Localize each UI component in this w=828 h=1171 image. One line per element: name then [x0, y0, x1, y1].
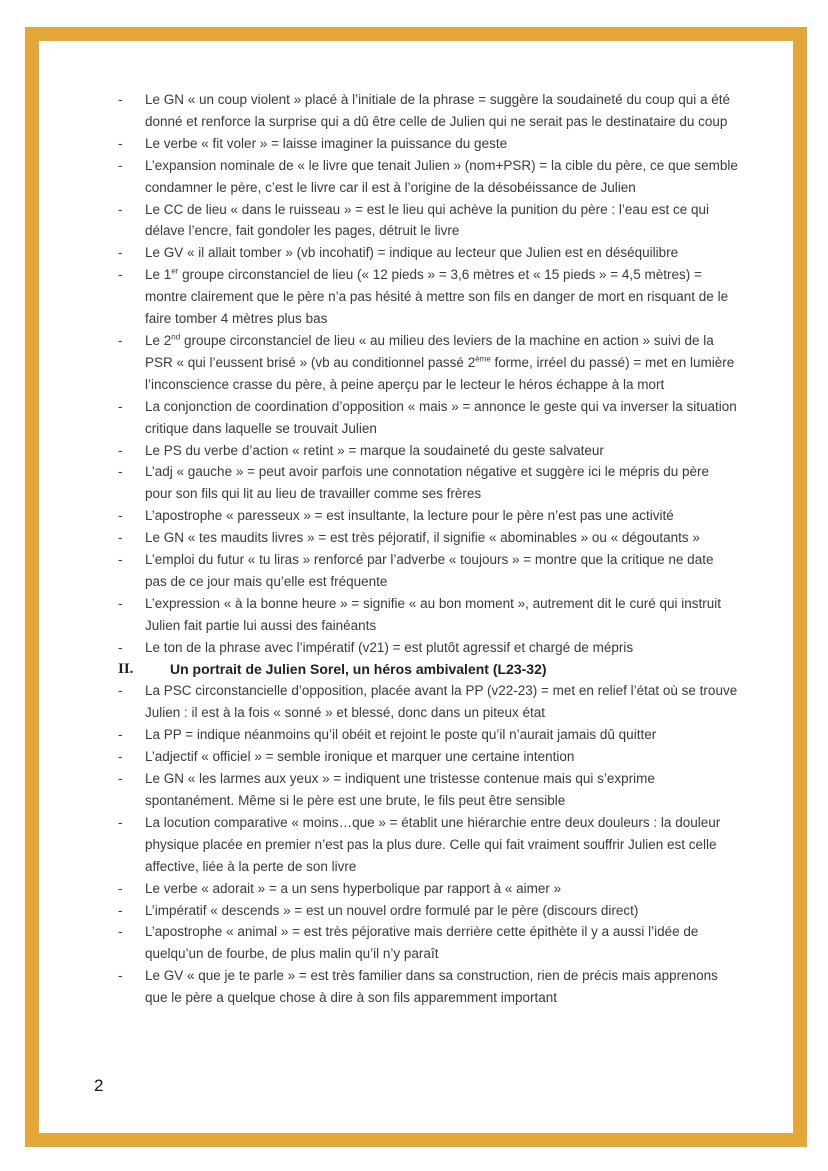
- text-run: Le verbe « adorait » = a un sens hyperbolique par rapport à « aimer »: [145, 880, 562, 896]
- list-item-text: [145, 881, 561, 896]
- bullet-dash: -: [118, 814, 123, 830]
- bullet-dash: -: [118, 508, 123, 524]
- list-item: [118, 965, 738, 1009]
- list-item-text: [145, 508, 674, 523]
- bullet-dash: -: [118, 880, 123, 896]
- text-run: Le verbe « fit voler » = laisse imaginer la puissance du geste: [145, 135, 508, 151]
- text-run: L’expansion nominale de « le livre que tenait Julien » (nom+PSR) = la cible du père, ce que semble condamner le père, c’est le livre car il est à l’origine de la désobéissance de Julien: [145, 157, 738, 195]
- text-run: La conjonction de coordination d’opposition « mais » = annonce le geste qui va inverser la situation critique dans laquelle se trouvait Julien: [145, 398, 737, 436]
- list-item-text: [145, 903, 638, 918]
- text-run: groupe circonstanciel de lieu « au milieu des leviers de la machine en action » suivi de la PSR « qui l’eussent brisé » (vb au conditionnel passé 2: [145, 332, 714, 370]
- text-run: Le ton de la phrase avec l’impératif (v21) = est plutôt agressif et chargé de mépris: [145, 639, 634, 655]
- bullet-dash: -: [118, 267, 123, 283]
- list-item-text: [145, 92, 730, 129]
- superscript: nd: [171, 332, 181, 342]
- text-run: La PP = indique néanmoins qu’il obéit et rejoint le poste qu’il n’aurait jamais dû quitter: [145, 727, 657, 743]
- list-item-text: [145, 968, 718, 1005]
- bullet-dash: -: [118, 771, 123, 787]
- section1-list: [118, 89, 738, 659]
- list-item: [118, 396, 738, 440]
- page-content: [118, 89, 738, 1009]
- list-item: [118, 593, 738, 637]
- list-item-text: [145, 399, 737, 436]
- list-item-text: [145, 464, 709, 501]
- list-item: [118, 133, 738, 155]
- text-run: L’apostrophe « animal » = est très péjorative mais derrière cette épithète il y a aussi l’idée de quelqu’un de fourbe, de plus malin qu’il n’y paraît: [145, 924, 699, 962]
- list-item-text: [145, 815, 720, 874]
- list-item: [118, 264, 738, 330]
- list-item: [118, 242, 738, 264]
- superscript: ème: [475, 354, 491, 364]
- bullet-dash: -: [118, 464, 123, 480]
- section-title: Un portrait de Julien Sorel, un héros ambivalent (L23-32): [170, 660, 547, 677]
- bullet-dash: -: [118, 530, 123, 546]
- text-run: Le GN « les larmes aux yeux » = indiquent une tristesse contenue mais qui s’exprime spontanément. Même si le père est une brute, le fils peut être sensible: [145, 771, 655, 808]
- list-item-text: [145, 136, 507, 151]
- bullet-dash: -: [118, 201, 123, 217]
- list-item: [118, 89, 738, 133]
- text-run: L’adjectif « officiel » = semble ironique et marquer une certaine intention: [145, 749, 575, 765]
- list-item: [118, 724, 738, 746]
- text-run: Le PS du verbe d’action « retint » = marque la soudaineté du geste salvateur: [145, 442, 604, 458]
- text-run: Le CC de lieu « dans le ruisseau » = est le lieu qui achève la punition du père : l’eau est ce qui délave l’encre, fait gondoler les pages, détruit le livre: [145, 201, 709, 239]
- text-run: groupe circonstanciel de lieu (« 12 pieds » = 3,6 mètres et « 15 pieds » = 4,5 mètres) = montre clairement que le père n’a pas hésité à mettre son fils en danger de mort en risquant de le faire tomber 4 mètres plus bas: [145, 267, 729, 327]
- section2-list: [118, 680, 738, 1009]
- list-item: [118, 878, 738, 900]
- text-run: forme, irréel du passé) = met en lumière l’inconscience crasse du père, à peine aperçu par le lecteur le héros échappe à la mort: [145, 354, 735, 392]
- text-run: Le GV « que je te parle » = est très familier dans sa construction, rien de précis mais apprenons que le père a quelque chose à dire à son fils apparemment important: [145, 968, 718, 1006]
- text-run: Le GN « tes maudits livres » = est très péjoratif, il signifie « abominables » ou « dégoutants »: [145, 530, 700, 546]
- list-item-text: [145, 749, 574, 764]
- list-item: [118, 461, 738, 505]
- bullet-dash: -: [118, 595, 123, 611]
- list-item: [118, 900, 738, 922]
- text-run: L’expression « à la bonne heure » = signifie « au bon moment », autrement dit le curé qui instruit Julien fait partie lui aussi des fainéants: [145, 595, 721, 633]
- list-item: [118, 680, 738, 724]
- text-run: L’adj « gauche » = peut avoir parfois une connotation négative et suggère ici le mépris du père pour son fils qui lit au lieu de travailler comme ses frères: [145, 464, 710, 502]
- list-item-text: [145, 924, 698, 961]
- bullet-dash: -: [118, 639, 123, 655]
- list-item: [118, 155, 738, 199]
- list-item: [118, 637, 738, 659]
- list-item-text: [145, 640, 633, 655]
- text-run: Le 1: [145, 267, 172, 283]
- bullet-dash: -: [118, 245, 123, 261]
- bullet-dash: -: [118, 92, 123, 107]
- section-number: II.: [118, 660, 134, 677]
- list-item-text: [145, 333, 734, 392]
- list-item: [118, 330, 738, 396]
- bullet-dash: -: [118, 683, 123, 699]
- list-item: [118, 812, 738, 878]
- list-item-text: [145, 530, 700, 545]
- text-run: Le 2: [145, 332, 172, 348]
- list-item-text: [145, 443, 604, 458]
- list-item-text: [145, 552, 713, 589]
- list-item: [118, 199, 738, 243]
- list-item: [118, 505, 738, 527]
- text-run: Le GV « il allait tomber » (vb incohatif) = indique au lecteur que Julien est en déséquilibre: [145, 245, 679, 261]
- text-run: L’apostrophe « paresseux » = est insultante, la lecture pour le père n’est pas une activité: [145, 508, 674, 524]
- text-run: La PSC circonstancielle d’opposition, placée avant la PP (v22-23) = met en relief l’état où se trouve Julien : il est à la fois « sonné » et blessé, donc dans un piteux état: [145, 683, 738, 721]
- list-item: [118, 527, 738, 549]
- bullet-dash: -: [118, 157, 123, 173]
- text-run: L’impératif « descends » = est un nouvel ordre formulé par le père (discours direct): [145, 902, 639, 918]
- text-run: Le GN « un coup violent » placé à l’initiale de la phrase = suggère la soudaineté du coup qui a été donné et renforce la surprise qui a dû être celle de Julien qui ne serait pas le destinataire du coup: [145, 92, 731, 129]
- list-item: [118, 440, 738, 462]
- bullet-dash: -: [118, 442, 123, 458]
- bullet-dash: -: [118, 332, 123, 348]
- text-run: L’emploi du futur « tu liras » renforcé par l’adverbe « toujours » = montre que la critique ne date pas de ce jour mais qu’elle est fréquente: [145, 552, 714, 589]
- bullet-dash: -: [118, 968, 123, 984]
- section-heading: [118, 659, 738, 681]
- list-item-text: [145, 596, 721, 633]
- list-item-text: [145, 158, 738, 195]
- list-item-text: [145, 727, 656, 742]
- list-item-text: [145, 245, 678, 260]
- bullet-dash: -: [118, 552, 123, 568]
- list-item-text: [145, 202, 709, 239]
- list-item-text: [145, 771, 655, 808]
- list-item: [118, 549, 738, 593]
- page-number: 2: [94, 1076, 104, 1095]
- list-item: [118, 768, 738, 812]
- bullet-dash: -: [118, 902, 123, 918]
- bullet-dash: -: [118, 924, 123, 940]
- text-run: La locution comparative « moins…que » = établit une hiérarchie entre deux douleurs : la douleur physique placée en premier n’est pas la plus dure. Celle qui fait vraiment souffrir Julien est celle affective, liée à la perte de son livre: [145, 814, 721, 874]
- list-item: [118, 921, 738, 965]
- list-item-text: [145, 267, 728, 326]
- superscript: er: [171, 266, 179, 276]
- list-item: [118, 746, 738, 768]
- bullet-dash: -: [118, 398, 123, 414]
- bullet-dash: -: [118, 727, 123, 743]
- bullet-dash: -: [118, 135, 123, 151]
- bullet-dash: -: [118, 749, 123, 765]
- list-item-text: [145, 683, 737, 720]
